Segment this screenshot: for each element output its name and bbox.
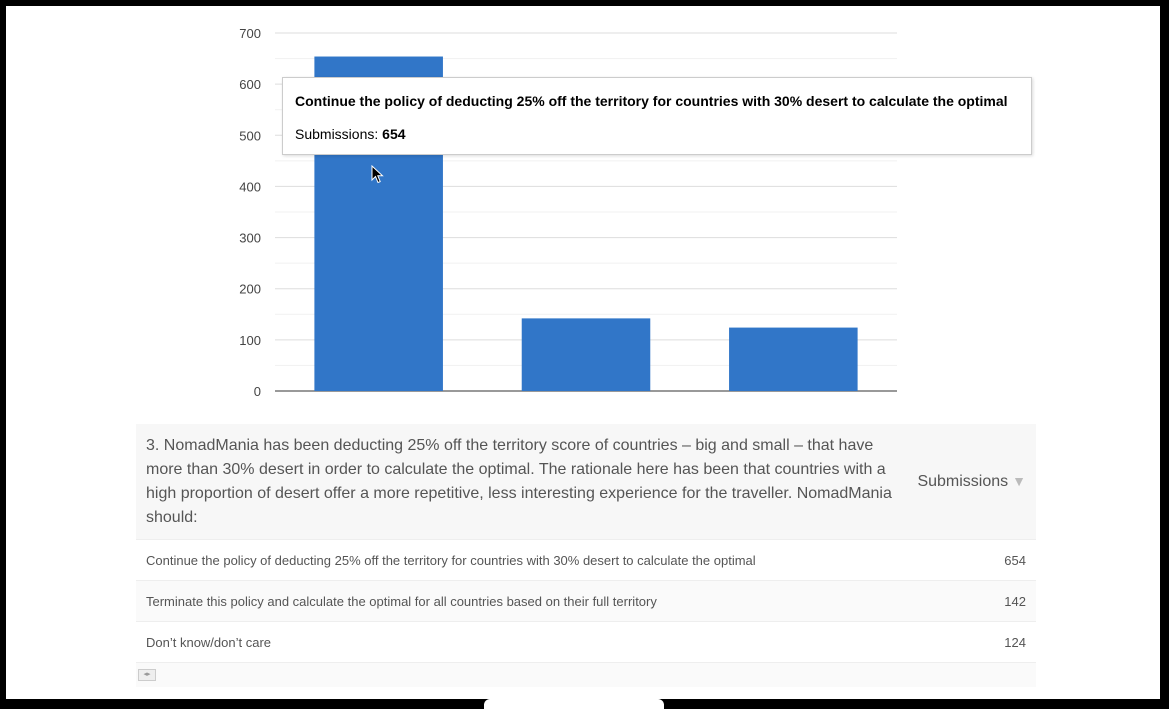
submissions-column-header[interactable] bbox=[916, 473, 1036, 491]
question-text: 3. NomadMania has been deducting 25% off the territory score of countries – big and small – that have more than 30% desert in order to calculate the optimal. The rationale here has been that countries with a high proportion of desert offer a more repetitive, less interesting experience for the traveller. NomadMania should: bbox=[146, 436, 892, 526]
results-table bbox=[136, 424, 1036, 687]
tooltip-label: Submissions: bbox=[295, 126, 383, 142]
y-tick-label: 300 bbox=[239, 230, 261, 246]
y-tick-label: 500 bbox=[239, 128, 261, 144]
bar[interactable] bbox=[522, 318, 651, 391]
chart-tooltip bbox=[282, 77, 1032, 155]
option-label: Terminate this policy and calculate the optimal for all countries based on their full territory bbox=[146, 593, 657, 609]
option-count: 124 bbox=[1004, 634, 1026, 650]
option-label: Don’t know/don’t care bbox=[146, 634, 272, 650]
submissions-header-label: Submissions bbox=[917, 472, 1009, 490]
bottom-tab bbox=[484, 699, 664, 709]
y-tick-label: 200 bbox=[239, 281, 261, 297]
y-tick-label: 0 bbox=[253, 384, 261, 399]
bar[interactable] bbox=[729, 328, 858, 391]
resize-handle-icon[interactable]: ◂▸ bbox=[138, 669, 156, 681]
table-header bbox=[136, 424, 1036, 540]
option-label: Continue the policy of deducting 25% off the territory for countries with 30% desert to calculate the optimal bbox=[146, 552, 756, 568]
tooltip-value-line bbox=[295, 126, 406, 142]
table-row bbox=[136, 540, 1036, 581]
sort-desc-icon[interactable]: ▼ bbox=[1012, 472, 1026, 489]
y-tick-label: 400 bbox=[239, 179, 261, 195]
tooltip-value: 654 bbox=[382, 126, 406, 142]
table-footer bbox=[136, 663, 1036, 687]
bar-chart bbox=[6, 6, 1160, 406]
mouse-pointer-icon bbox=[371, 165, 385, 185]
results-panel bbox=[6, 6, 1160, 699]
tooltip-title: Continue the policy of deducting 25% off the territory for countries with 30% desert to calculate the optimal bbox=[295, 93, 1008, 109]
y-tick-label: 100 bbox=[239, 332, 261, 348]
option-count: 654 bbox=[1004, 552, 1026, 568]
table-row bbox=[136, 622, 1036, 663]
y-tick-label: 700 bbox=[239, 26, 261, 41]
option-count: 142 bbox=[1004, 593, 1026, 609]
table-row bbox=[136, 581, 1036, 622]
y-tick-label: 600 bbox=[239, 77, 261, 93]
